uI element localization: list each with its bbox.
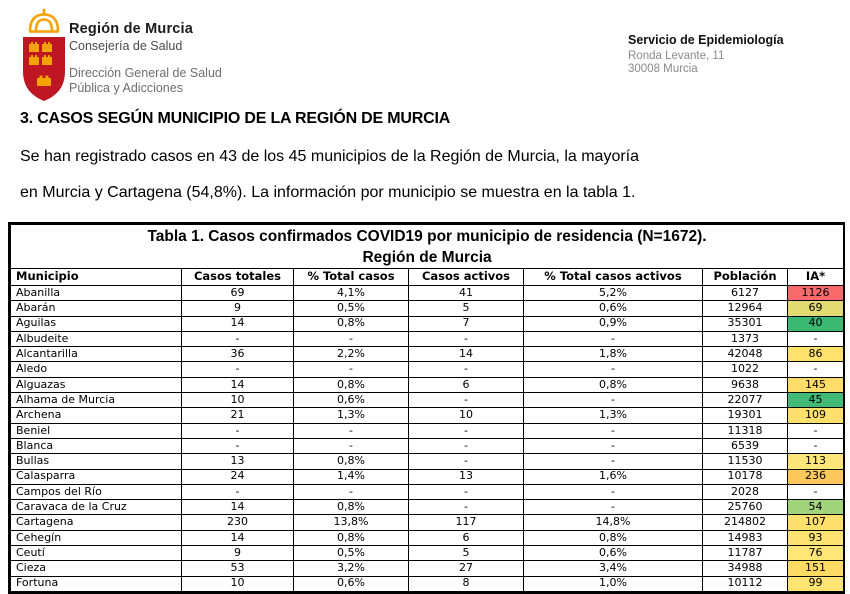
org-direction-line1: Dirección General de Salud [69,66,222,80]
cell-ia: 40 [788,316,844,331]
cell-pct-total-casos-activos: 3,4% [524,561,703,576]
col-header-municipio: Municipio [11,269,182,286]
cell-ia: 236 [788,469,844,484]
cell-poblacion: 6127 [703,286,788,301]
cell-municipio: Caravaca de la Cruz [11,500,182,515]
table-row [11,576,844,591]
cell-casos-activos: - [409,500,524,515]
table-row [11,530,844,545]
table-title-line2: Región de Murcia [362,248,492,266]
table-row [11,316,844,331]
cell-ia: 69 [788,301,844,316]
cell-ia: 151 [788,561,844,576]
table-row [11,286,844,301]
cell-pct-total-casos-activos: 1,0% [524,576,703,591]
table-title-line1: Tabla 1. Casos confirmados COVID19 por municipio de residencia (N=1672). [147,227,707,245]
cell-casos-activos: - [409,438,524,453]
crown-icon [29,9,59,32]
org-department: Consejería de Salud [69,39,183,53]
cell-ia: - [788,423,844,438]
service-address-line2: 30008 Murcia [628,63,698,75]
cell-casos-activos: 13 [409,469,524,484]
cell-casos-totales: - [182,484,294,499]
cell-municipio: Aguilas [11,316,182,331]
cell-pct-total-casos-activos: - [524,438,703,453]
cell-ia: - [788,438,844,453]
shield-icon [23,37,65,101]
paragraph-line2: en Murcia y Cartagena (54,8%). La información por municipio se muestra en la tabla 1. [20,184,636,201]
cell-ia: - [788,362,844,377]
cell-poblacion: 6539 [703,438,788,453]
cell-pct-total-casos: 0,5% [294,301,409,316]
cell-municipio: Bullas [11,454,182,469]
cell-ia: 86 [788,347,844,362]
cell-poblacion: 214802 [703,515,788,530]
cell-municipio: Alhama de Murcia [11,393,182,408]
table-row [11,301,844,316]
org-direction [69,66,222,96]
cell-municipio: Calasparra [11,469,182,484]
cell-poblacion: 10178 [703,469,788,484]
cell-pct-total-casos: 0,8% [294,530,409,545]
cell-pct-total-casos-activos: 5,2% [524,286,703,301]
cell-casos-activos: - [409,393,524,408]
covid-table-container [8,222,845,594]
cell-pct-total-casos: - [294,484,409,499]
cell-poblacion: 2028 [703,484,788,499]
cell-pct-total-casos: 1,3% [294,408,409,423]
cell-ia: 109 [788,408,844,423]
cell-casos-totales: 24 [182,469,294,484]
cell-pct-total-casos-activos: - [524,423,703,438]
cell-pct-total-casos-activos: 14,8% [524,515,703,530]
cell-poblacion: 25760 [703,500,788,515]
cell-municipio: Cehegín [11,530,182,545]
table-row [11,515,844,530]
cell-casos-activos: 6 [409,530,524,545]
cell-pct-total-casos: - [294,362,409,377]
table-row [11,347,844,362]
service-address-line1: Ronda Levante, 11 [628,50,725,62]
table-row [11,377,844,392]
cell-ia: 113 [788,454,844,469]
cell-pct-total-casos: 0,5% [294,546,409,561]
cell-pct-total-casos: 0,8% [294,377,409,392]
cell-pct-total-casos: 0,8% [294,454,409,469]
cell-poblacion: 34988 [703,561,788,576]
cell-casos-totales: 10 [182,576,294,591]
cell-casos-totales: 14 [182,500,294,515]
col-header-casos-totales: Casos totales [182,269,294,286]
cell-poblacion: 11530 [703,454,788,469]
cell-pct-total-casos-activos: 1,6% [524,469,703,484]
cell-pct-total-casos-activos: - [524,500,703,515]
table-row [11,362,844,377]
cell-ia: 54 [788,500,844,515]
cell-municipio: Alcantarilla [11,347,182,362]
cell-municipio: Beniel [11,423,182,438]
table-row [11,546,844,561]
cell-pct-total-casos: 4,1% [294,286,409,301]
cell-casos-totales: 13 [182,454,294,469]
cell-pct-total-casos: - [294,331,409,346]
cell-poblacion: 1022 [703,362,788,377]
service-address [628,50,784,76]
cell-pct-total-casos-activos: 1,8% [524,347,703,362]
table-header-row [11,269,844,286]
col-header-ia: IA* [788,269,844,286]
cell-ia: 93 [788,530,844,545]
cell-ia: - [788,484,844,499]
cell-pct-total-casos: 0,6% [294,576,409,591]
cell-poblacion: 14983 [703,530,788,545]
table-row [11,331,844,346]
cell-ia: 45 [788,393,844,408]
cell-pct-total-casos: 2,2% [294,347,409,362]
organization-block [69,21,222,96]
cell-pct-total-casos-activos: 0,8% [524,530,703,545]
cell-casos-activos: 41 [409,286,524,301]
cell-poblacion: 22077 [703,393,788,408]
cell-casos-activos: 7 [409,316,524,331]
cell-casos-totales: 69 [182,286,294,301]
cell-casos-totales: 230 [182,515,294,530]
murcia-coat-of-arms-logo [20,8,68,104]
cell-poblacion: 11787 [703,546,788,561]
cell-casos-activos: - [409,331,524,346]
cell-pct-total-casos-activos: - [524,484,703,499]
cell-poblacion: 12964 [703,301,788,316]
cell-pct-total-casos: - [294,423,409,438]
org-name: Región de Murcia [69,21,194,37]
table-body [11,286,844,594]
cell-pct-total-casos: 13,8% [294,515,409,530]
table-row [11,408,844,423]
cell-casos-activos: - [409,454,524,469]
cell-casos-activos: 8 [409,576,524,591]
cell-pct-total-casos: 0,8% [294,316,409,331]
cell-municipio: Abarán [11,301,182,316]
cell-casos-totales: 14 [182,530,294,545]
table-row [11,423,844,438]
cell-casos-activos: 10 [409,408,524,423]
cell-poblacion: 35301 [703,316,788,331]
cell-pct-total-casos: 0,6% [294,393,409,408]
cell-poblacion: 42048 [703,347,788,362]
table-row [11,561,844,576]
cell-casos-totales: 53 [182,561,294,576]
cell-ia: 1126 [788,286,844,301]
cell-casos-activos: - [409,423,524,438]
cell-casos-totales: 9 [182,301,294,316]
cell-casos-totales: 21 [182,408,294,423]
cell-ia: 76 [788,546,844,561]
covid-municipality-table [10,224,844,594]
cell-municipio: Abanilla [11,286,182,301]
cell-municipio: Campos del Río [11,484,182,499]
cell-poblacion: 11318 [703,423,788,438]
cell-pct-total-casos: 0,8% [294,500,409,515]
cell-pct-total-casos-activos: 1,3% [524,408,703,423]
cell-municipio: Ceutí [11,546,182,561]
cell-pct-total-casos-activos: - [524,331,703,346]
cell-municipio: Cieza [11,561,182,576]
cell-municipio: Fortuna [11,576,182,591]
cell-poblacion: 10112 [703,576,788,591]
cell-pct-total-casos-activos: - [524,454,703,469]
cell-casos-totales: - [182,331,294,346]
col-header-casos-activos: Casos activos [409,269,524,286]
table-row [11,438,844,453]
cell-casos-activos: 27 [409,561,524,576]
cell-casos-activos: 14 [409,347,524,362]
section-title: 3. CASOS SEGÚN MUNICIPIO DE LA REGIÓN DE MURCIA [20,110,451,127]
cell-ia: 145 [788,377,844,392]
cell-casos-totales: 36 [182,347,294,362]
cell-pct-total-casos: - [294,438,409,453]
cell-pct-total-casos-activos: 0,9% [524,316,703,331]
cell-casos-activos: 5 [409,301,524,316]
col-header-poblacion: Población [703,269,788,286]
cell-ia: - [788,331,844,346]
cell-casos-activos: 6 [409,377,524,392]
table-row [11,393,844,408]
cell-pct-total-casos: 1,4% [294,469,409,484]
cell-municipio: Archena [11,408,182,423]
cell-municipio: Alguazas [11,377,182,392]
cell-casos-totales: - [182,362,294,377]
table-row [11,484,844,499]
cell-pct-total-casos: 3,2% [294,561,409,576]
table-row [11,454,844,469]
cell-ia: 107 [788,515,844,530]
cell-casos-totales: - [182,423,294,438]
cell-pct-total-casos-activos: - [524,362,703,377]
col-header-pct-total-casos: % Total casos [294,269,409,286]
cell-casos-totales: 14 [182,316,294,331]
cell-casos-totales: - [182,438,294,453]
cell-pct-total-casos-activos: - [524,393,703,408]
col-header-pct-total-casos-activos: % Total casos activos [524,269,703,286]
cell-casos-totales: 10 [182,393,294,408]
cell-municipio: Cartagena [11,515,182,530]
paragraph-line1: Se han registrado casos en 43 de los 45 municipios de la Región de Murcia, la mayoría [20,148,640,165]
cell-casos-totales: 14 [182,377,294,392]
cell-poblacion: 9638 [703,377,788,392]
cell-municipio: Blanca [11,438,182,453]
table-row [11,500,844,515]
table-row [11,469,844,484]
cell-casos-activos: 117 [409,515,524,530]
cell-pct-total-casos-activos: 0,6% [524,301,703,316]
cell-casos-totales: 9 [182,546,294,561]
cell-casos-activos: 5 [409,546,524,561]
cell-poblacion: 19301 [703,408,788,423]
cell-municipio: Aledo [11,362,182,377]
cell-casos-activos: - [409,362,524,377]
org-direction-line2: Pública y Adicciones [69,81,183,95]
cell-casos-activos: - [409,484,524,499]
service-name: Servicio de Epidemiología [628,33,784,47]
cell-poblacion: 1373 [703,331,788,346]
table-title [11,225,844,269]
cell-pct-total-casos-activos: 0,6% [524,546,703,561]
cell-pct-total-casos-activos: 0,8% [524,377,703,392]
cell-municipio: Albudeite [11,331,182,346]
cell-ia: 99 [788,576,844,591]
service-block [628,33,784,76]
